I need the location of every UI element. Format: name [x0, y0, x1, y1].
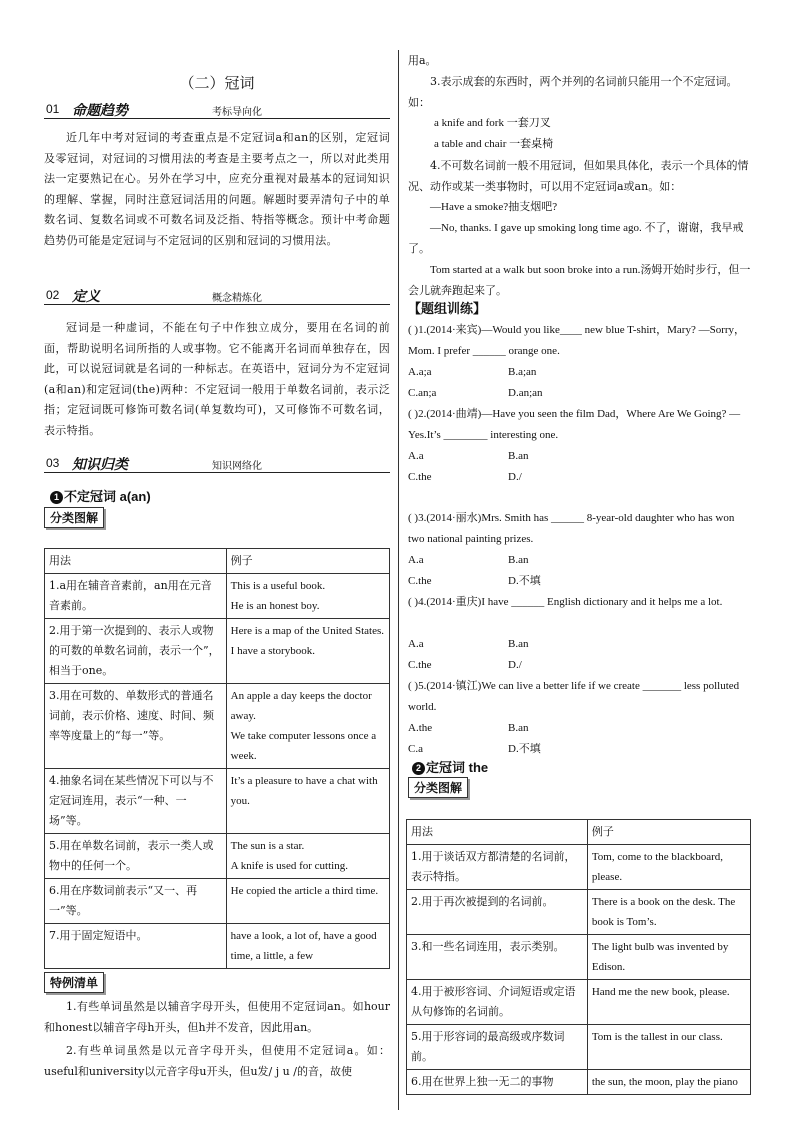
question-stem: ( )4.(2014·重庆)I have ______ English dictionary and it helps me a lot.	[408, 596, 723, 608]
answer-option[interactable]: D.不填	[508, 743, 541, 755]
answer-option[interactable]: C.the	[408, 575, 432, 587]
question-options-row-1	[408, 550, 753, 571]
question-options-row-1	[408, 634, 753, 655]
usage-cell: 5.用在单数名词前，表示一类人或物中的任何一个。	[45, 834, 227, 879]
special-note-2: 2.有些单词虽然是以元音字母开头，但使用不定冠词a。如：useful和university以元音字母u开头，但u发/ j u /的音，故使	[44, 1044, 390, 1078]
special-note-2-continued: 用a。	[408, 54, 437, 67]
example-cell	[226, 924, 389, 969]
definite-article-table	[406, 819, 751, 1095]
example-line: There is a book on the desk. The book is Tom’s.	[591, 896, 736, 928]
answer-option[interactable]: D.an;an	[508, 387, 543, 399]
example-cell	[226, 834, 389, 879]
example-line: He is an honest boy.	[230, 600, 320, 612]
section-name: 命题趋势	[72, 102, 128, 118]
example-line: the sun, the moon, play the piano	[591, 1076, 738, 1088]
example-smoke-answer: —No, thanks. I gave up smoking long time ago. 不了，谢谢，我早戒了。	[408, 222, 744, 255]
answer-option[interactable]: B.an	[508, 450, 529, 462]
section-subtitle: 知识网络化	[212, 461, 262, 472]
table-header-row	[45, 549, 390, 574]
question-stem: ( )2.(2014·曲靖)—Have you seen the film Dad，Where Are We Going? —Yes.It’s ________ interesting one.	[408, 408, 741, 441]
answer-option[interactable]: D./	[508, 471, 522, 483]
section-name: 知识归类	[72, 456, 128, 472]
usage-cell: 5.用于形容词的最高级或序数词前。	[407, 1025, 588, 1070]
table-row	[407, 980, 751, 1025]
header-usage: 用法	[407, 820, 588, 845]
usage-cell: 3.和一些名词连用，表示类别。	[407, 935, 588, 980]
header-usage: 用法	[45, 549, 227, 574]
example-cell	[226, 684, 389, 769]
answer-option[interactable]: C.an;a	[408, 387, 437, 399]
section-number: 01	[46, 102, 60, 116]
number-marker: 2	[412, 762, 425, 775]
usage-cell: 3.用在可数的、单数形式的普通名词前，表示价格、速度、时间、频率等度量上的“每一”等。	[45, 684, 227, 769]
answer-option[interactable]: A.a	[408, 450, 424, 462]
usage-cell: 6.用在世界上独一无二的事物	[407, 1070, 588, 1095]
example-cell	[587, 1025, 750, 1070]
section-header-trend	[44, 100, 390, 119]
table-row	[45, 619, 390, 684]
page-title: （二）冠词	[179, 74, 255, 92]
table-row	[407, 935, 751, 980]
usage-cell: 1.用于谈话双方都清楚的名词前，表示特指。	[407, 845, 588, 890]
example-line: Tom is the tallest in our class.	[591, 1031, 723, 1043]
example-smoke-question: —Have a smoke?抽支烟吧?	[430, 201, 558, 213]
example-table-chair: a table and chair 一套桌椅	[434, 138, 554, 150]
answer-option[interactable]: A.a;a	[408, 366, 432, 378]
exercise-heading: 【题组训练】	[408, 302, 487, 317]
special-note-1: 1.有些单词虽然是以辅音字母开头，但使用不定冠词an。如hour和honest以辅音字母h开头，但h并不发音，因此用an。	[44, 1000, 390, 1034]
answer-option[interactable]: B.a;an	[508, 366, 537, 378]
header-example: 例子	[226, 549, 389, 574]
answer-option[interactable]: A.a	[408, 638, 424, 650]
usage-cell: 7.用于固定短语中。	[45, 924, 227, 969]
example-line: Tom, come to the blackboard, please.	[591, 851, 724, 883]
answer-option[interactable]: B.an	[508, 638, 529, 650]
usage-cell: 4.用于被形容词、介词短语或定语从句修饰的名词前。	[407, 980, 588, 1025]
answer-option[interactable]: C.a	[408, 743, 423, 755]
section-header-definition	[44, 286, 390, 305]
diagram-tag: 分类图解	[408, 777, 468, 798]
question-options-row-1	[408, 718, 753, 739]
table-header-row	[407, 820, 751, 845]
section-header-knowledge	[44, 454, 390, 473]
trend-paragraph: 近几年中考对冠词的考查重点是不定冠词a和an的区别，定冠词及零冠词，对冠词的习惯用法的考查是主要考点之一，所以对此类用法一定要熟记在心。另外在学习中，应充分重视对最基本的冠词知识的理解、掌握，同时注意冠词活用的问题。解题时要弄清句子中的单数名词、复数名词或不可数名词及泛指、特指等概念。预计中考命题趋势仍可能是定冠词与不定冠词的区别和冠词的习惯用法。	[44, 131, 390, 247]
usage-cell: 6.用在序数词前表示“又一、再一”等。	[45, 879, 227, 924]
answer-option[interactable]: D.不填	[508, 575, 541, 587]
example-line: The sun is a star.	[230, 840, 305, 852]
definition-paragraph: 冠词是一种虚词，不能在句子中作独立成分，要用在名词的前面，帮助说明名词所指的人或事物。它不能离开名词而单独存在，因此，可以说冠词就是名词的一种标志。在英语中，冠词分为不定冠词(a和an)和定冠词(the)两种：不定冠词一般用于单数名词前，表示泛指；定冠词既可修饰可数名词(单复数均可)，又可修饰不可数名词，表示特指。	[44, 321, 390, 437]
example-cell	[587, 935, 750, 980]
example-line: Here is a map of the United States.	[230, 625, 385, 637]
question-options-row-2	[408, 571, 753, 592]
example-line: We take computer lessons once a week.	[230, 730, 377, 762]
example-line: It’s a pleasure to have a chat with you.	[230, 775, 378, 807]
column-divider	[398, 50, 399, 1110]
table-row	[407, 890, 751, 935]
section-number: 03	[46, 456, 60, 470]
table-row	[45, 834, 390, 879]
special-note-3: 3.表示成套的东西时，两个并列的名词前只能用一个不定冠词。如：	[408, 75, 738, 109]
table-row	[45, 574, 390, 619]
example-walk-run: Tom started at a walk but soon broke into a run.汤姆开始时步行，但一会儿就奔跑起来了。	[408, 264, 751, 297]
answer-option[interactable]: C.the	[408, 471, 432, 483]
section-subtitle: 考标导向化	[212, 107, 262, 118]
question-options-row-2	[408, 655, 753, 676]
question-stem: ( )5.(2014·镇江)We can live a better life if we create _______ less polluted world.	[408, 680, 740, 713]
usage-cell: 2.用于第一次提到的、表示人或物的可数的单数名词前，表示一个”，相当于one。	[45, 619, 227, 684]
question-options-row-1	[408, 362, 753, 383]
section-name: 定义	[72, 288, 100, 304]
question-options-row-2	[408, 383, 753, 404]
answer-option[interactable]: D./	[508, 659, 522, 671]
question-options-row-2	[408, 467, 753, 488]
header-example: 例子	[587, 820, 750, 845]
example-cell	[226, 769, 389, 834]
usage-cell: 2.用于再次被提到的名词前。	[407, 890, 588, 935]
special-note-4: 4.不可数名词前一般不用冠词，但如果具体化，表示一个具体的情况、动作或某一类事物时，可以用不定冠词a或an。如：	[408, 159, 749, 193]
section-subtitle: 概念精炼化	[212, 293, 262, 304]
indefinite-article-table	[44, 548, 390, 969]
table-row	[407, 845, 751, 890]
answer-option[interactable]: A.the	[408, 722, 433, 734]
answer-option[interactable]: B.an	[508, 722, 529, 734]
example-line: A knife is used for cutting.	[230, 860, 348, 872]
example-cell	[587, 845, 750, 890]
table-row	[45, 879, 390, 924]
usage-cell: 4.抽象名词在某些情况下可以与不定冠词连用，表示“一种、一场”等。	[45, 769, 227, 834]
answer-option[interactable]: C.the	[408, 659, 432, 671]
question-stem: ( )1.(2014·来宾)—Would you like____ new blue T-shirt，Mary? —Sorry，Mom. I prefer ______ orange one.	[408, 324, 746, 357]
usage-cell: 1.a用在辅音音素前，an用在元音音素前。	[45, 574, 227, 619]
section-number: 02	[46, 288, 60, 302]
example-line: This is a useful book.	[230, 580, 326, 592]
table-row	[45, 769, 390, 834]
answer-option[interactable]: A.a	[408, 554, 424, 566]
example-cell	[226, 619, 389, 684]
example-line: I have a storybook.	[230, 645, 315, 657]
example-line: The light bulb was invented by Edison.	[591, 941, 729, 973]
example-line: An apple a day keeps the doctor away.	[230, 690, 372, 722]
table-row	[407, 1070, 751, 1095]
example-knife-fork: a knife and fork 一套刀叉	[434, 117, 551, 129]
example-cell	[587, 890, 750, 935]
special-cases-tag: 特例清单	[44, 972, 104, 993]
indefinite-article-heading: 1 不定冠词 a(an)	[50, 486, 151, 505]
example-cell	[587, 1070, 750, 1095]
diagram-tag: 分类图解	[44, 507, 104, 528]
number-marker: 1	[50, 491, 63, 504]
example-cell	[587, 980, 750, 1025]
answer-option[interactable]: B.an	[508, 554, 529, 566]
question-stem: ( )3.(2014·丽水)Mrs. Smith has ______ 8-year-old daughter who has won two national painting prizes.	[408, 512, 735, 545]
table-row	[45, 684, 390, 769]
definite-article-heading: 2 定冠词 the	[412, 757, 488, 776]
question-options-row-1	[408, 446, 753, 467]
example-cell	[226, 879, 389, 924]
table-row	[407, 1025, 751, 1070]
example-cell	[226, 574, 389, 619]
table-row	[45, 924, 390, 969]
example-line: have a look, a lot of, have a good time, a little, a few	[230, 930, 377, 962]
example-line: He copied the article a third time.	[230, 885, 379, 897]
example-line: Hand me the new book, please.	[591, 986, 730, 998]
